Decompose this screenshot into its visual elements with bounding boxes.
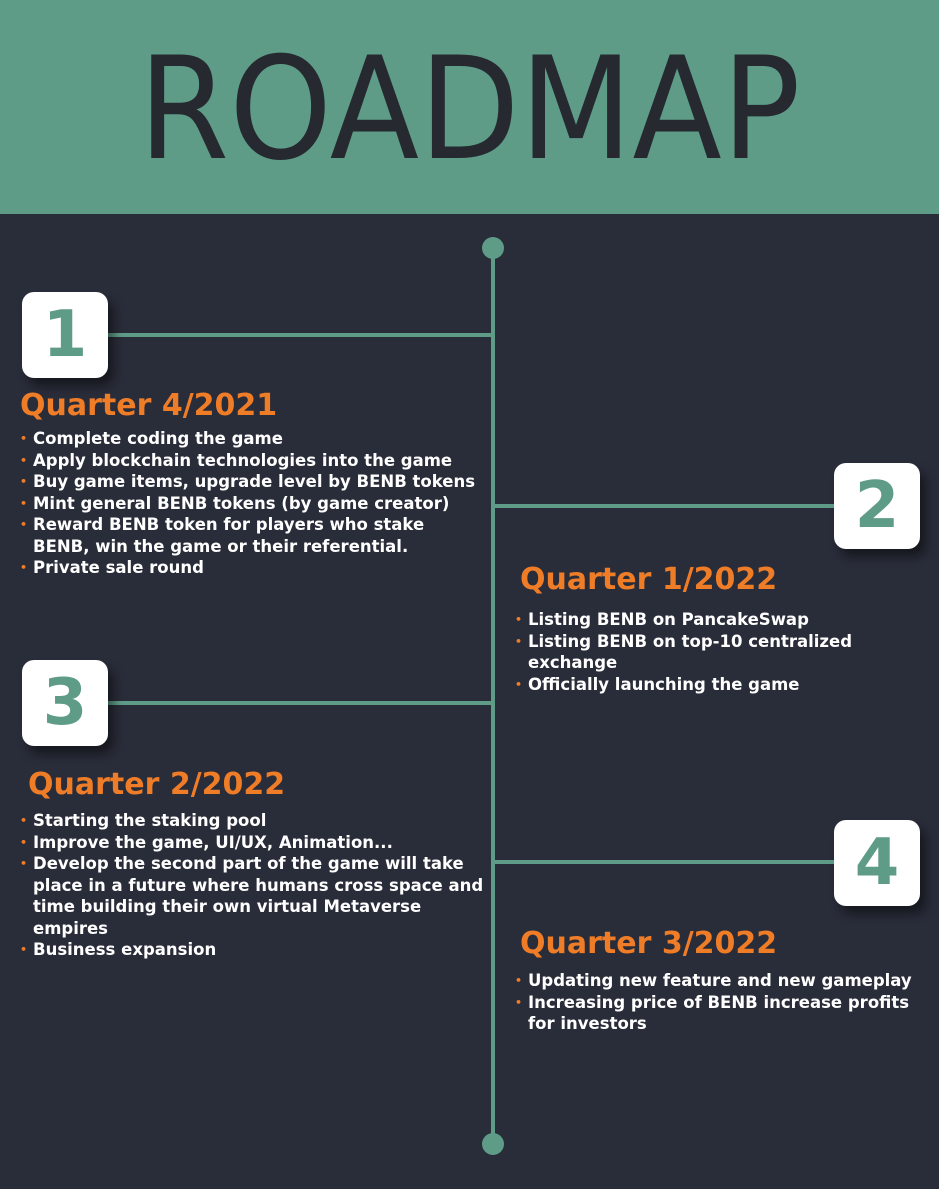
phase-1-connector — [106, 333, 493, 337]
bullet-icon: • — [515, 634, 523, 648]
list-item — [515, 631, 925, 674]
page-title: ROADMAP — [138, 27, 801, 192]
list-item — [515, 674, 925, 696]
list-item-text: Starting the staking pool — [33, 811, 267, 830]
list-item — [20, 471, 480, 493]
phase-1-number-badge: 1 — [22, 292, 108, 378]
list-item — [20, 810, 485, 832]
list-item — [20, 853, 485, 939]
bullet-icon: • — [515, 677, 523, 691]
list-item-text: Mint general BENB tokens (by game creator) — [33, 493, 450, 513]
list-item-text: Develop the second part of the game will take place in a future where humans cross space and time building their own virtual Metaverse empires — [33, 854, 484, 938]
phase-2-connector — [493, 504, 838, 508]
bullet-icon: • — [20, 814, 28, 827]
phase-4-number-badge: 4 — [834, 820, 920, 906]
bullet-icon: • — [20, 561, 28, 574]
list-item-text: Apply blockchain technologies into the game — [33, 450, 453, 470]
list-item — [20, 428, 480, 450]
phase-2-title: Quarter 1/2022 — [520, 562, 778, 597]
list-item — [20, 514, 480, 557]
bullet-icon: • — [20, 453, 28, 467]
bullet-icon: • — [20, 943, 28, 956]
list-item — [20, 939, 485, 961]
bullet-icon: • — [20, 857, 28, 870]
phase-1-list — [20, 428, 480, 579]
bullet-icon: • — [20, 496, 28, 510]
list-item-text: Listing BENB on top-10 centralized exchange — [528, 631, 853, 672]
list-item-text: Business expansion — [33, 940, 217, 959]
phase-2-number-badge: 2 — [834, 463, 920, 549]
list-item-text: Buy game items, upgrade level by BENB tokens — [33, 472, 476, 491]
list-item-text: Reward BENB token for players who stake BENB, win the game or their referential. — [33, 515, 425, 556]
list-item-text: Private sale round — [33, 558, 204, 577]
bullet-icon: • — [20, 835, 28, 849]
bullet-icon: • — [20, 432, 28, 445]
list-item — [515, 992, 933, 1035]
phase-4-title: Quarter 3/2022 — [520, 926, 778, 961]
phase-3-number-badge: 3 — [22, 660, 108, 746]
bullet-icon: • — [20, 518, 28, 531]
phase-4-list — [515, 970, 933, 1035]
phase-1-title: Quarter 4/2021 — [20, 388, 278, 423]
phase-3-title: Quarter 2/2022 — [28, 767, 286, 802]
phase-3-connector — [106, 701, 493, 705]
phase-2-list — [515, 609, 925, 695]
list-item-text: Officially launching the game — [528, 674, 800, 694]
list-item — [20, 557, 480, 579]
timeline-start-dot — [482, 237, 504, 259]
list-item — [20, 493, 480, 515]
list-item — [515, 609, 925, 631]
list-item-text: Increasing price of BENB increase profits for investors — [528, 992, 910, 1033]
list-item — [20, 832, 485, 854]
phase-3-list — [20, 810, 485, 961]
list-item — [515, 970, 933, 992]
list-item — [20, 450, 480, 472]
bullet-icon: • — [515, 995, 523, 1009]
phase-4-connector — [493, 860, 838, 864]
list-item-text: Improve the game, UI/UX, Animation... — [33, 832, 393, 852]
timeline-line — [491, 248, 495, 1144]
list-item-text: Updating new feature and new gameplay — [528, 971, 912, 990]
list-item-text: Complete coding the game — [33, 429, 283, 448]
timeline-end-dot — [482, 1133, 504, 1155]
bullet-icon: • — [515, 974, 523, 987]
bullet-icon: • — [20, 475, 28, 488]
list-item-text: Listing BENB on PancakeSwap — [528, 610, 809, 629]
bullet-icon: • — [515, 613, 523, 626]
